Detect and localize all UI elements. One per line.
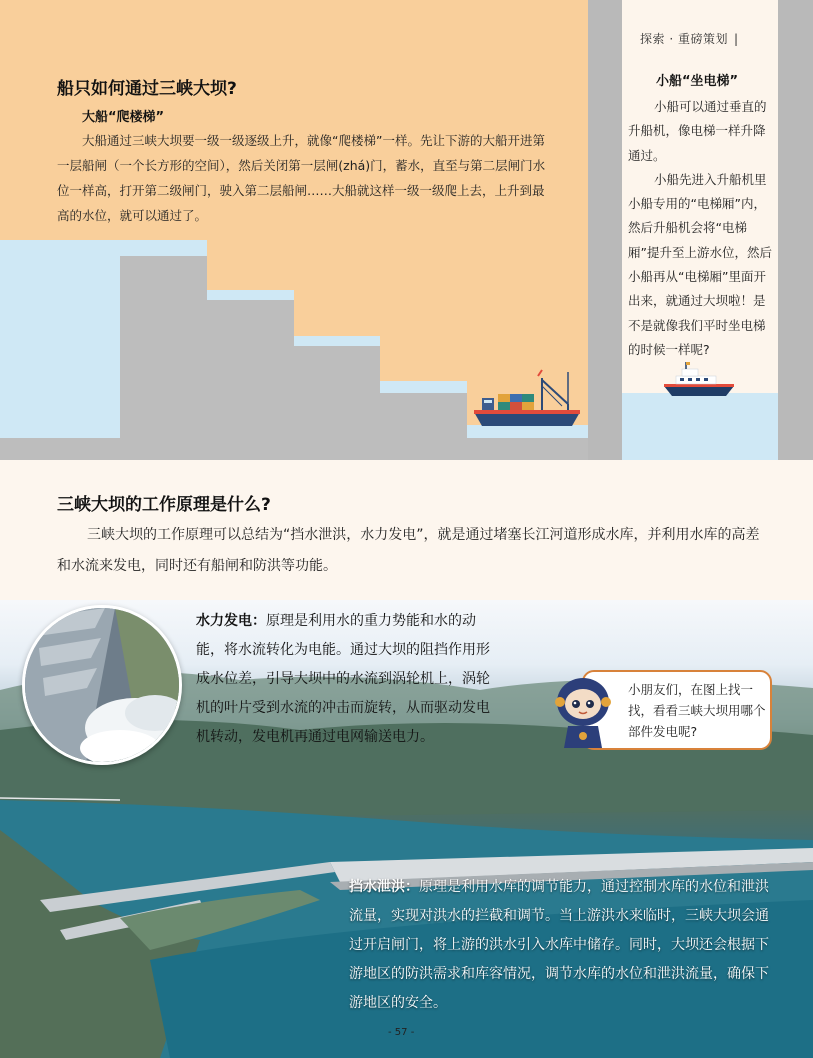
section-header-tag [640,30,739,47]
header-tag-bar: | [733,32,739,46]
principle-title: 三峡大坝的工作原理是什么? [57,495,271,515]
hydropower-closeup-photo [22,605,182,765]
cargo-ship-illustration [472,368,588,430]
flood-control-label: 挡水泄洪： [349,879,419,895]
spillway-water-illustration [25,608,182,765]
small-boat-title: 小船“坐电梯” [656,74,739,89]
small-boat-paragraph-2: 小船先进入升船机里小船专用的“电梯厢”内，然后升船机会将“电梯厢”提升至上游水位，然后小船再从“电梯厢”里面开出来，就通过大坝啦！是不是就像我们平时坐电梯的时候一样呢? [628,171,772,357]
ship-lift-water [622,393,778,460]
flood-control-paragraph [349,873,779,1018]
hydropower-label: 水力发电： [196,613,266,629]
ship-section-body: 大船通过三峡大坝要一级一级逐级上升，就像“爬楼梯”一样。先让下游的大船开进第一层船闸（一个长方形的空间），然后关闭第一层闸(zhá)门，蓄水，直至与第二层闸门水位一样高，打开第二级闸门，驶入第二层船闸……大船就这样一级一级爬上去，上升到最高的水位，就可以通过了。 [57,133,546,223]
small-boat-illustration [662,360,738,400]
ship-lift-wall-left [588,0,622,460]
flood-control-text: 原理是利用水库的调节能力，通过控制水库的水位和泄洪流量，实现对洪水的拦截和调节。当上游洪水来临时，三峡大坝会通过开启闸门，将上游的洪水引入水库中储存。同时，大坝还会根据下游地区的防洪需求和库容情况，调节水库的水位和泄洪流量，确保下游地区的安全。 [349,879,769,1011]
lock-step-2 [207,300,294,460]
speech-bubble-text: 小朋友们，在图上找一找，看看三峡大坝用哪个部件发电呢? [628,682,766,739]
principle-body: 三峡大坝的工作原理可以总结为“挡水泄洪，水力发电”，就是通过堵塞长江河道形成水库，并利用水库的高差和水流来发电，同时还有船闸和防洪等功能。 [57,527,760,574]
hydropower-paragraph [196,607,498,752]
ship-section-subtitle: 大船“爬楼梯” [82,110,165,125]
lock-step-1 [120,256,207,460]
ground-strip [0,438,588,460]
small-boat-paragraph-1: 小船可以通过垂直的升船机，像电梯一样升降通过。 [628,99,767,163]
hydropower-text: 原理是利用水的重力势能和水的动能，将水流转化为电能。通过大坝的阻挡作用形成水位差，引导大坝中的水流到涡轮机上，涡轮机的叶片受到水流的冲击而旋转，从而驱动发电机转动，发电机再通过电网输送电力。 [196,613,490,745]
ship-lift-wall-right [778,0,813,460]
page-number: - 57 - [388,1027,415,1038]
small-boat-body [628,95,774,362]
robot-mascot-icon [548,672,618,752]
ship-section-title: 船只如何通过三峡大坝? [57,79,237,99]
header-tag-text: 探索 · 重磅策划 [640,32,728,46]
